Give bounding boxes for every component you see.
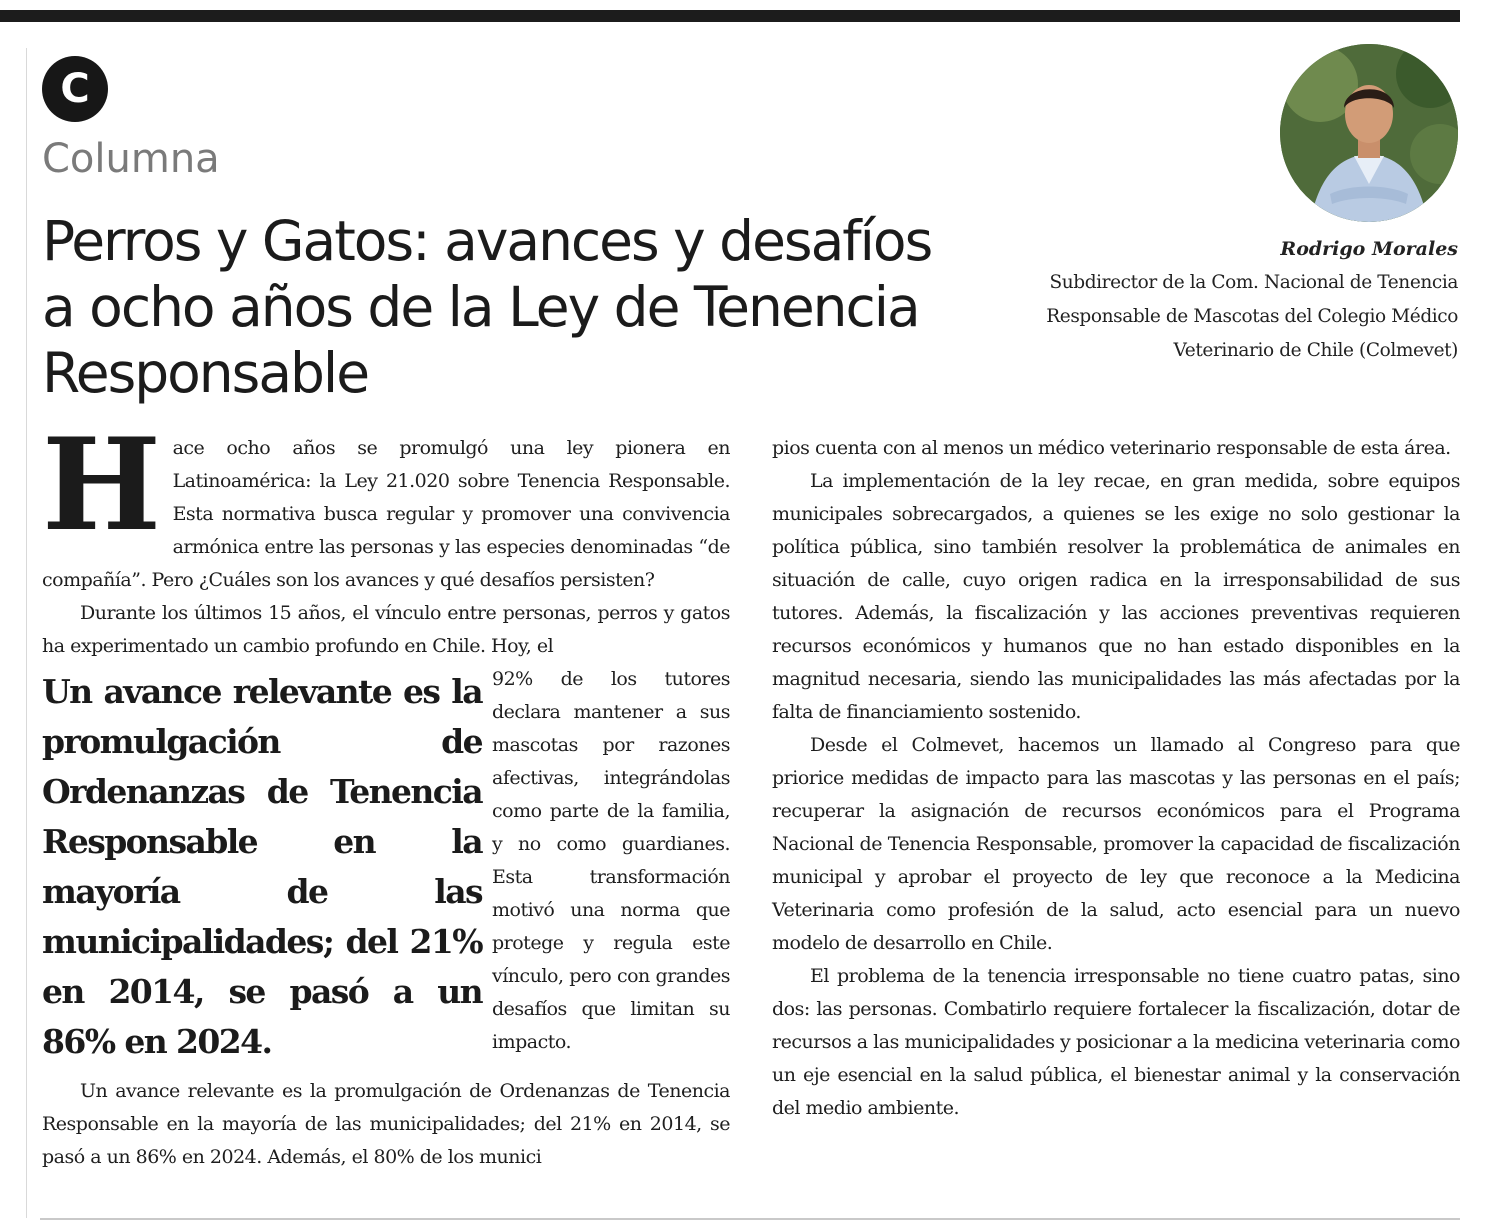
section-badge-letter: C [60,66,90,112]
article-column-left [42,411,730,1174]
bottom-rule [40,1218,1460,1220]
paragraph-5: Desde el Colmevet, hacemos un llamado al Congreso para que priorice medidas de impacto para las mascotas y las personas en el país; recuperar la asignación de recursos económicos para el Programa Nacional de Tenencia Responsable, promover la capacidad de fiscalización municipal y aprobar el proyecto de ley que reconoce a la Medicina Veterinaria como profesión de la salud, acto esencial para un nuevo modelo de desarrollo en Chile. [772,734,1460,954]
article-column-right [772,432,1460,1125]
headline: Perros y Gatos: avances y desafíos a ocho años de la Ley de Tenencia Responsable [42,209,932,405]
top-rule [0,10,1460,22]
paragraph-3: Un avance relevante es la promulgación de Ordenanzas de Tenencia Responsable en la mayoría de las municipalidades; del 21% en 2014, se pasó a un 86% en 2024. Además, el 80% de los munici [42,1080,730,1168]
paragraph-2-intro: Durante los últimos 15 años, el vínculo entre personas, perros y gatos ha experimentado un cambio profundo en Chile. Hoy, el [42,602,730,657]
paragraph-1-text: ace ocho años se promulgó una ley pionera en Latinoamérica: la Ley 21.020 sobre Tenencia Responsable. Esta normativa busca regular y promover una convivencia armónica entre las personas y las especies denominadas “de compañía”. Pero ¿Cuáles son los avances y qué desafíos persisten? [42,437,730,591]
drop-cap: H [42,411,161,559]
pull-quote: Un avance relevante es la promulgación de Ordenanzas de Tenencia Responsable en la mayoría de las municipalidades; del 21% en 2014, se pasó a un 86% en 2024. [42,672,482,1061]
paragraph-1 [42,411,730,597]
paragraph-3-continued: pios cuenta con al menos un médico veterinario responsable de esta área. [772,437,1451,459]
paragraph-4: La implementación de la ley recae, en gran medida, sobre equipos municipales sobrecargados, a quienes se les exige no solo gestionar la política pública, sino también resolver la problemática de animales en situación de calle, cuyo origen radica en la irresponsabilidad de sus tutores. Además, la fiscalización y las acciones preventivas requieren recursos económicos y humanos que no han estado disponibles en la magnitud necesaria, siendo las municipalidades las más afectadas por la falta de financiamiento sostenido. [772,470,1460,723]
section-label: Columna [42,136,220,182]
paragraph-2-text: 92% de los tutores declara mantener a sus mascotas por razones afectivas, integrándolas como parte de la familia, y no como guardianes. Esta transformación motivó una norma que protege y regula este vínculo, pero con grandes desafíos que limitan su impacto. [492,668,730,1053]
author-name: Rodrigo Morales [1280,238,1458,260]
section-badge [42,56,108,122]
author-role: Subdirector de la Com. Nacional de Tenencia Responsable de Mascotas del Colegio Médico Veterinario de Chile (Colmevet) [1046,272,1458,361]
author-portrait-icon [1280,44,1458,222]
author-credit [990,232,1458,368]
paragraph-2-wrap [42,663,730,1059]
column-left-border [26,48,27,1218]
paragraph-6: El problema de la tenencia irresponsable no tiene cuatro patas, sino dos: las personas. Combatirlo requiere fortalecer la fiscalización, dotar de recursos a las municipalidades y posicionar a la medicina veterinaria como un eje esencial en la salud pública, el bienestar animal y la conservación del medio ambiente. [772,965,1460,1119]
author-photo [1280,44,1458,222]
